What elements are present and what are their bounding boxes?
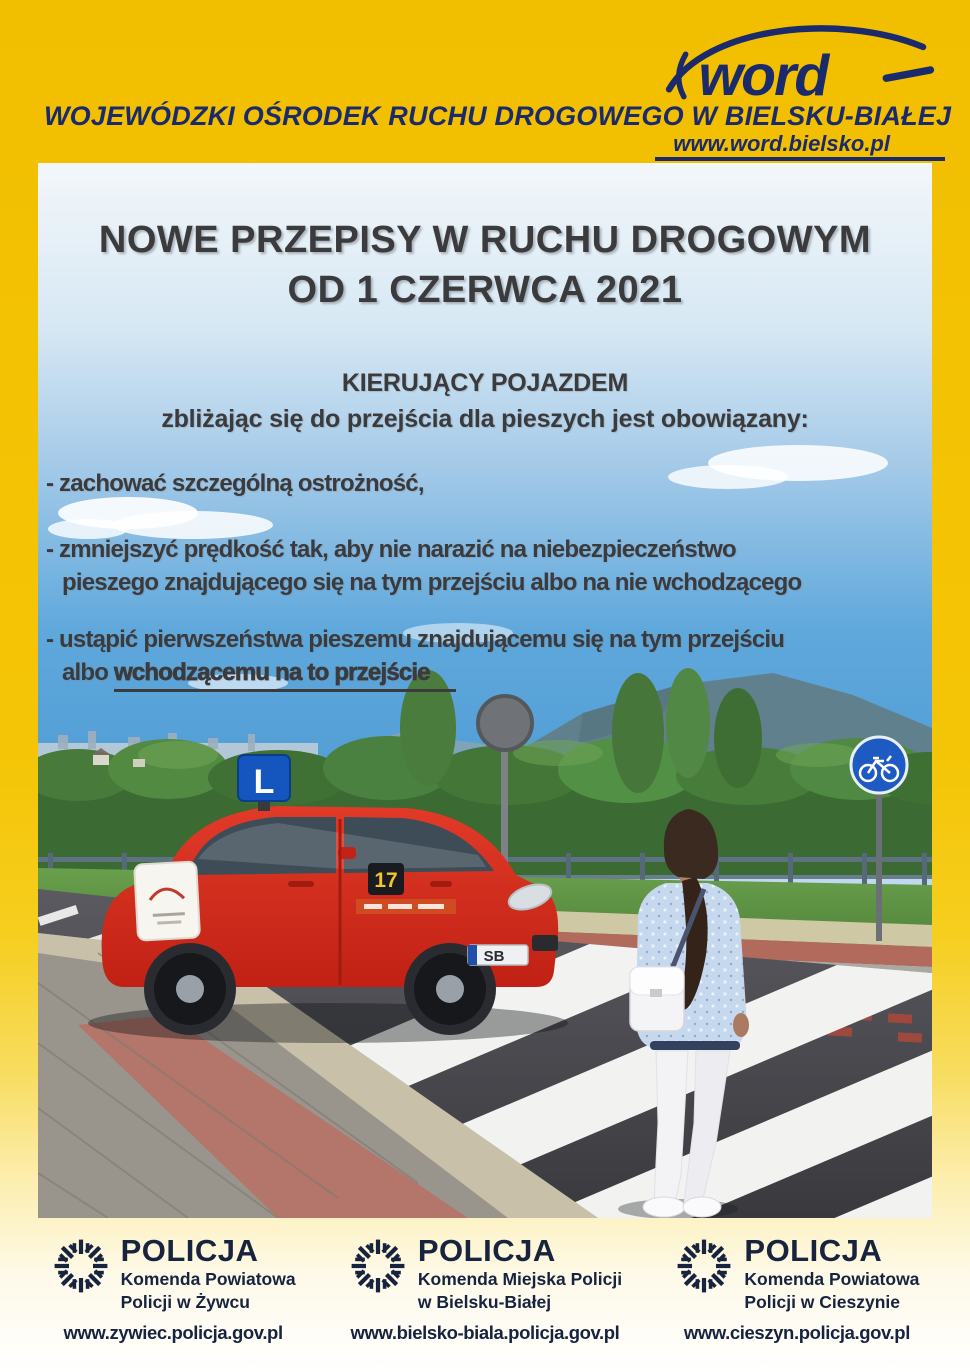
- police-unit-line1: Komenda Powiatowa: [744, 1269, 920, 1289]
- rule-bullet-2-line1: - zmniejszyć prędkość tak, aby nie narazić na niebezpieczeństwo: [46, 536, 736, 563]
- police-url-row: [30, 1322, 940, 1344]
- police-unit-line1: Komenda Powiatowa: [120, 1269, 296, 1289]
- lead: [38, 365, 932, 437]
- lead-line1: KIERUJĄCY POJAZDEM: [341, 369, 629, 397]
- car-door-number: 17: [374, 869, 398, 892]
- header-rule: [655, 157, 945, 161]
- headline-line2: OD 1 CZERWCA 2021: [287, 269, 683, 311]
- word-logo-dash: [886, 70, 930, 78]
- police-brand: POLICJA: [417, 1233, 556, 1268]
- org-name: WOJEWÓDZKI OŚRODEK RUCHU DROGOWEGO W BIELSKU-BIAŁEJ: [44, 101, 952, 131]
- police-url-cieszyn: www.cieszyn.policja.gov.pl: [683, 1322, 910, 1343]
- police-star-icon: [51, 1236, 111, 1296]
- headline-line1: NOWE PRZEPISY W RUCHU DROGOWYM: [98, 219, 872, 261]
- rule-bullet-3-prefix: albo: [62, 659, 115, 686]
- police-url-zywiec: www.zywiec.policja.gov.pl: [63, 1322, 283, 1343]
- police-unit-line2: Policji w Żywcu: [120, 1292, 250, 1312]
- rule-bullet-1: - zachować szczególną ostrożność,: [46, 470, 424, 497]
- headline: [38, 215, 932, 315]
- lead-line2: zbliżając się do przejścia dla pieszych jest obowiązany:: [161, 405, 809, 433]
- police-brand: POLICJA: [120, 1233, 259, 1268]
- org-url: www.word.bielsko.pl: [673, 131, 890, 156]
- rule-bullet-3-line1: - ustąpić pierwszeństwa pieszemu znajdującemu się na tym przejściu: [46, 626, 785, 653]
- l-plate-letter: L: [253, 763, 275, 801]
- police-row: [30, 1234, 940, 1314]
- police-unit-line1: Komenda Miejska Policji: [417, 1269, 623, 1289]
- police-brand: POLICJA: [744, 1233, 883, 1268]
- police-unit-line2: Policji w Cieszynie: [744, 1292, 901, 1312]
- police-star-icon: [348, 1236, 408, 1296]
- police-badge-zywiec: [30, 1234, 316, 1314]
- rule-bullet-3-line2: [46, 656, 784, 689]
- crossing-photo: [38, 163, 932, 1218]
- photo-text-overlay: [38, 163, 932, 1218]
- police-url-bielsko: www.bielsko-biala.policja.gov.pl: [350, 1322, 620, 1343]
- rule-bullet-2-line2: pieszego znajdującego się na tym przejściu albo na nie wchodzącego: [62, 569, 802, 596]
- license-plate: SB: [483, 948, 505, 965]
- word-logo: [642, 12, 952, 104]
- rule-bullet-2: [46, 533, 801, 599]
- rule-bullet-3: [46, 623, 784, 689]
- police-star-icon: [674, 1236, 734, 1296]
- police-badge-cieszyn: [654, 1234, 940, 1314]
- police-unit-line2: w Bielsku-Białej: [417, 1292, 552, 1312]
- police-badge-bielsko: [316, 1234, 654, 1314]
- rule-bullet-3-emphasis: wchodzącemu na to przejście: [114, 659, 456, 692]
- word-logo-text: word: [698, 43, 828, 104]
